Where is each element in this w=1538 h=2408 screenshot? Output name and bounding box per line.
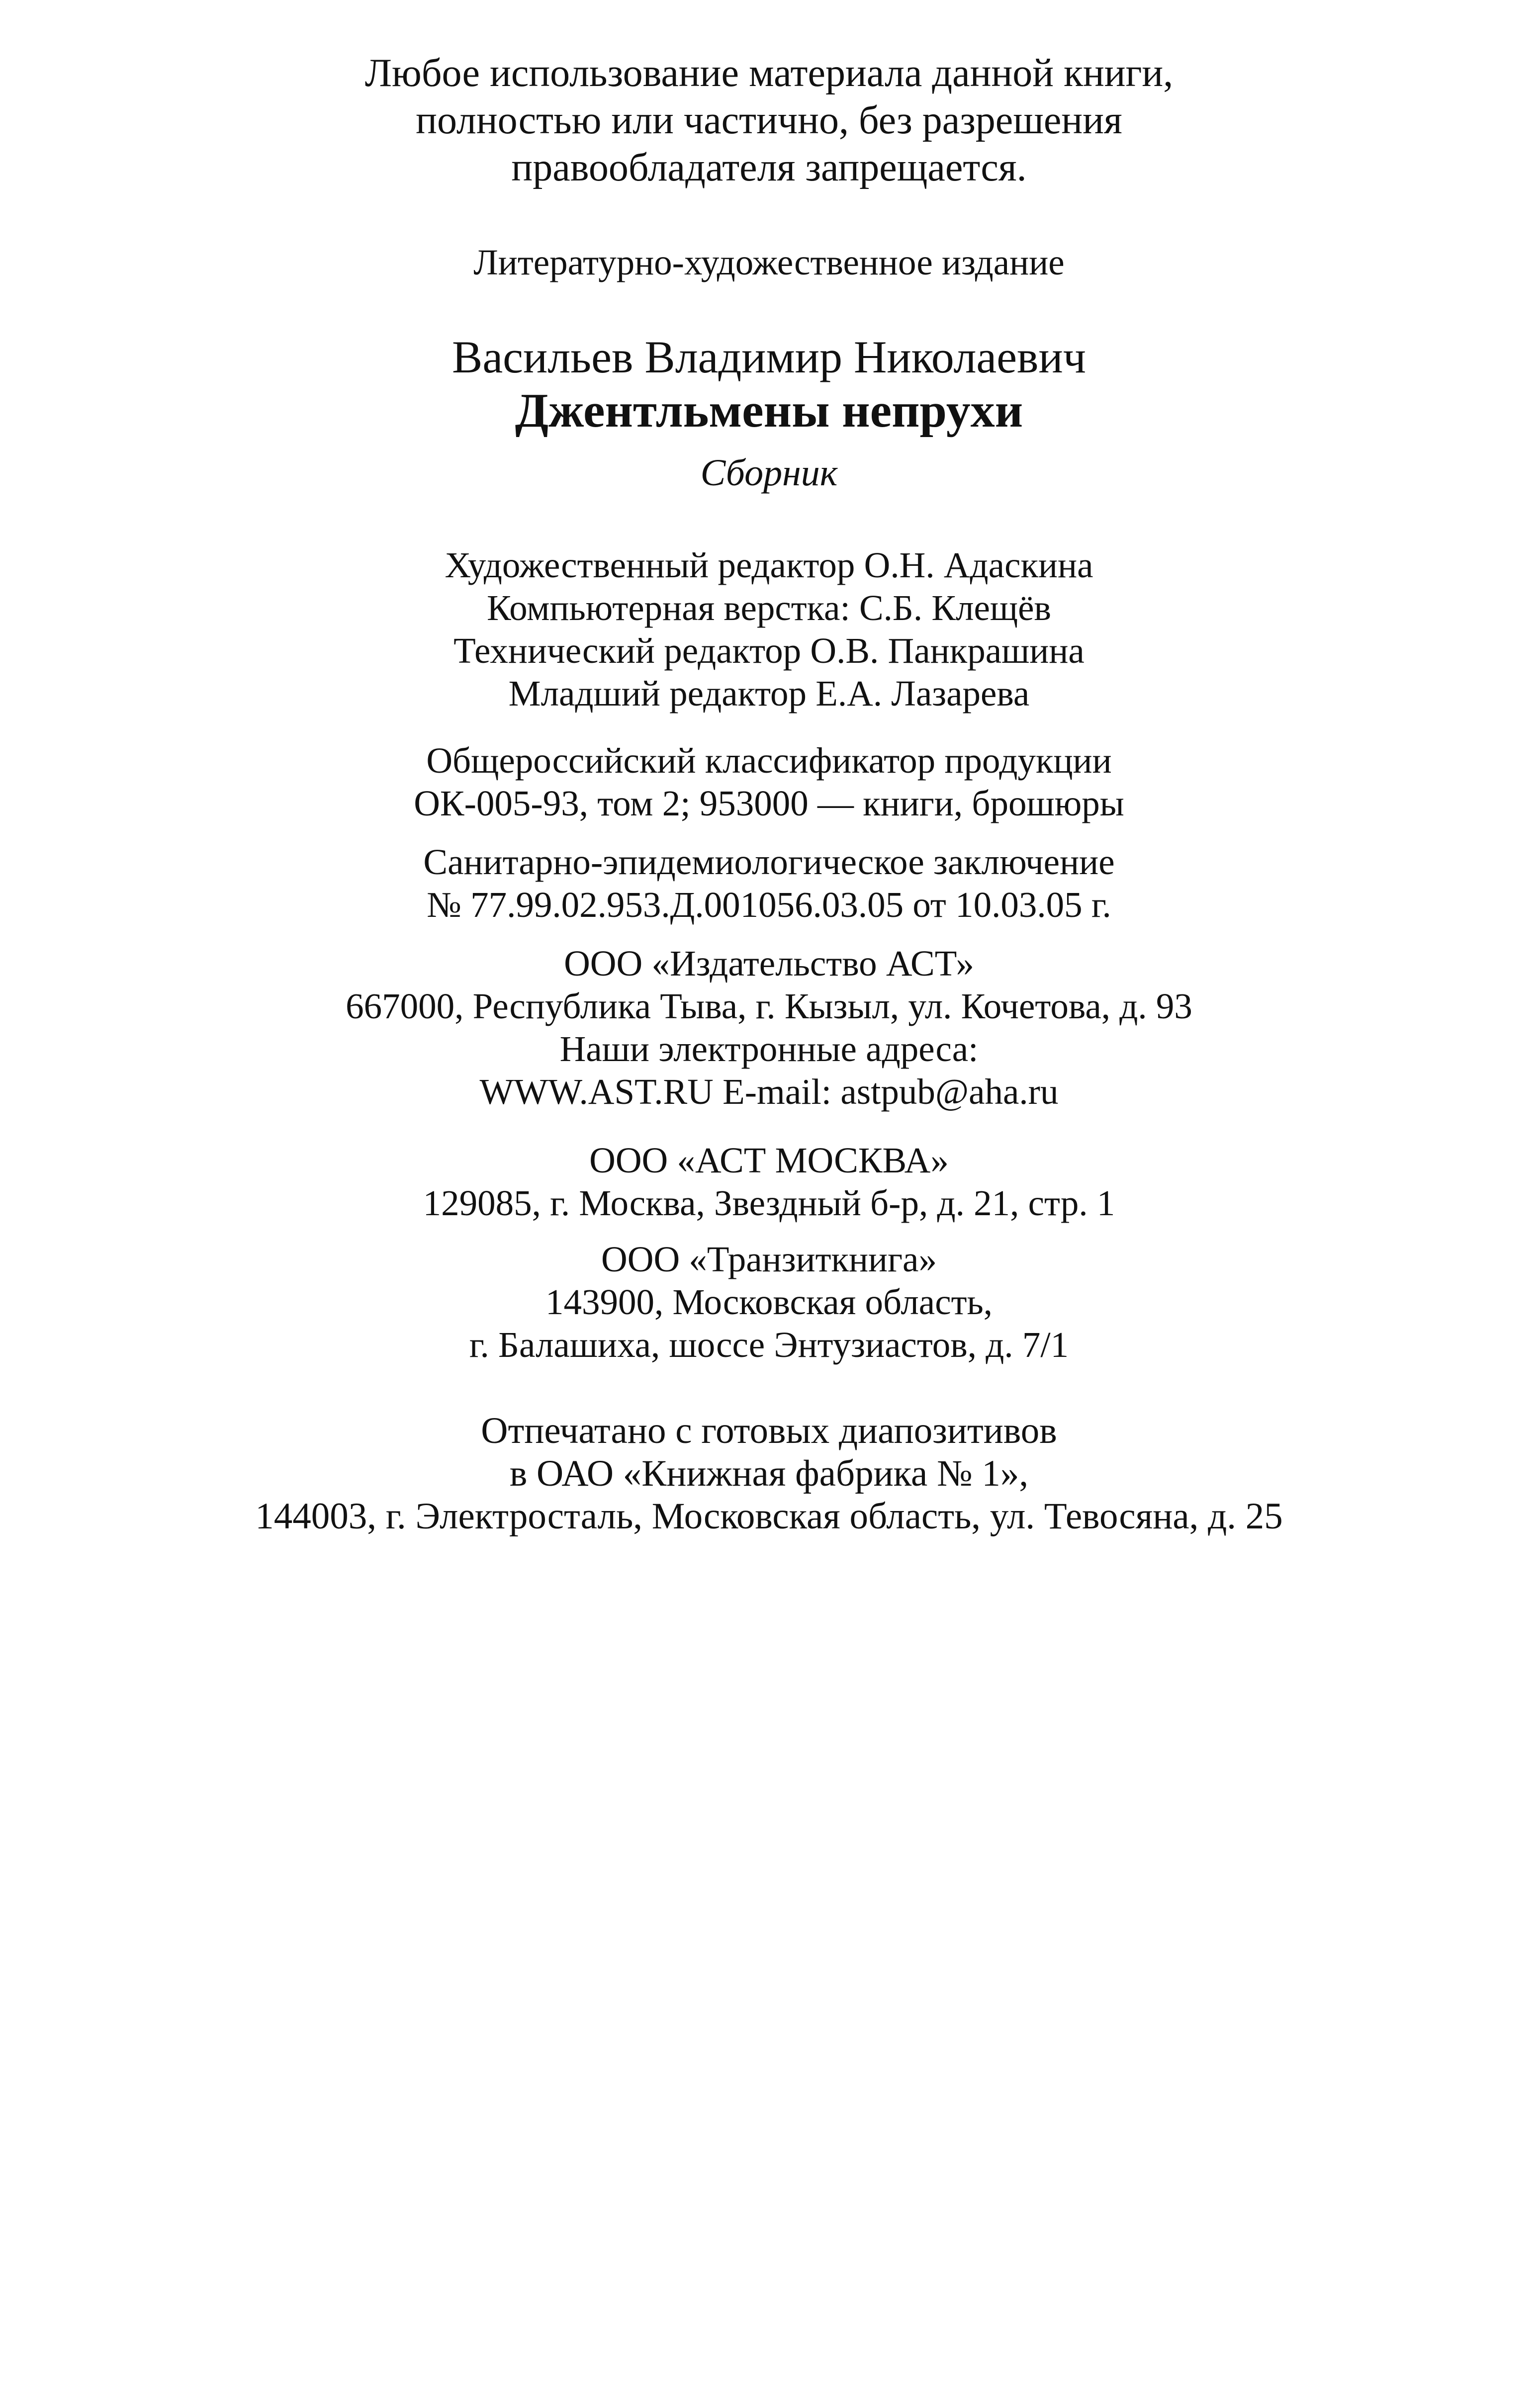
publisher-tranzit bbox=[0, 1238, 1538, 1366]
author-name bbox=[0, 330, 1538, 384]
printing-line: Отпечатано с готовых диапозитивов bbox=[481, 1410, 1057, 1451]
publisher-name: ООО «Издательство АСТ» bbox=[564, 943, 974, 983]
copyright-notice-line: полностью или частично, без разрешения bbox=[416, 98, 1122, 142]
publisher-address: 129085, г. Москва, Звездный б-р, д. 21, стр. 1 bbox=[423, 1183, 1115, 1223]
book-genre-text: Сборник bbox=[700, 452, 838, 494]
publisher-address: г. Балашиха, шоссе Энтузиастов, д. 7/1 bbox=[469, 1325, 1069, 1365]
publisher-ast bbox=[0, 942, 1538, 1113]
copyright-notice-line: правообладателя запрещается. bbox=[511, 146, 1027, 189]
product-classifier bbox=[0, 739, 1538, 825]
author-name-text: Васильев Владимир Николаевич bbox=[452, 332, 1086, 382]
printing-info bbox=[0, 1410, 1538, 1538]
book-title-text: Джентльмены непрухи bbox=[515, 384, 1023, 438]
copyright-notice-line: Любое использование материала данной книги, bbox=[364, 51, 1174, 95]
publisher-address: 143900, Московская область, bbox=[545, 1282, 993, 1322]
junior-editor-credit: Младший редактор Е.А. Лазарева bbox=[508, 673, 1030, 713]
classifier-line: Общероссийский классификатор продукции bbox=[426, 740, 1112, 781]
publisher-name: ООО «Транзиткнига» bbox=[601, 1239, 937, 1279]
layout-credit: Компьютерная верстка: С.Б. Клещёв bbox=[487, 588, 1051, 628]
tech-editor-credit: Технический редактор О.В. Панкрашина bbox=[453, 630, 1085, 671]
classifier-line: ОК-005-93, том 2; 953000 — книги, брошюры bbox=[414, 783, 1124, 823]
printing-line: 144003, г. Электросталь, Московская область, ул. Тевосяна, д. 25 bbox=[255, 1496, 1283, 1537]
publisher-contacts-label: Наши электронные адреса: bbox=[559, 1029, 979, 1069]
book-title bbox=[0, 383, 1538, 439]
publisher-address: 667000, Республика Тыва, г. Кызыл, ул. Кочетова, д. 93 bbox=[346, 986, 1192, 1026]
edition-type bbox=[0, 241, 1538, 284]
publisher-contacts: WWW.AST.RU E-mail: astpub@aha.ru bbox=[479, 1071, 1059, 1112]
copyright-notice bbox=[0, 50, 1538, 191]
art-editor-credit: Художественный редактор О.Н. Адаскина bbox=[445, 545, 1093, 585]
sanitary-conclusion bbox=[0, 841, 1538, 926]
publisher-name: ООО «АСТ МОСКВА» bbox=[589, 1140, 949, 1180]
printing-line: в ОАО «Книжная фабрика № 1», bbox=[509, 1453, 1029, 1494]
editorial-credits bbox=[0, 544, 1538, 715]
publisher-ast-moscow bbox=[0, 1139, 1538, 1225]
book-genre bbox=[0, 450, 1538, 495]
edition-type-text: Литературно-художественное издание bbox=[473, 242, 1065, 282]
sanitary-line: № 77.99.02.953.Д.001056.03.05 от 10.03.05 г. bbox=[427, 885, 1111, 925]
sanitary-line: Санитарно-эпидемиологическое заключение bbox=[423, 842, 1115, 882]
